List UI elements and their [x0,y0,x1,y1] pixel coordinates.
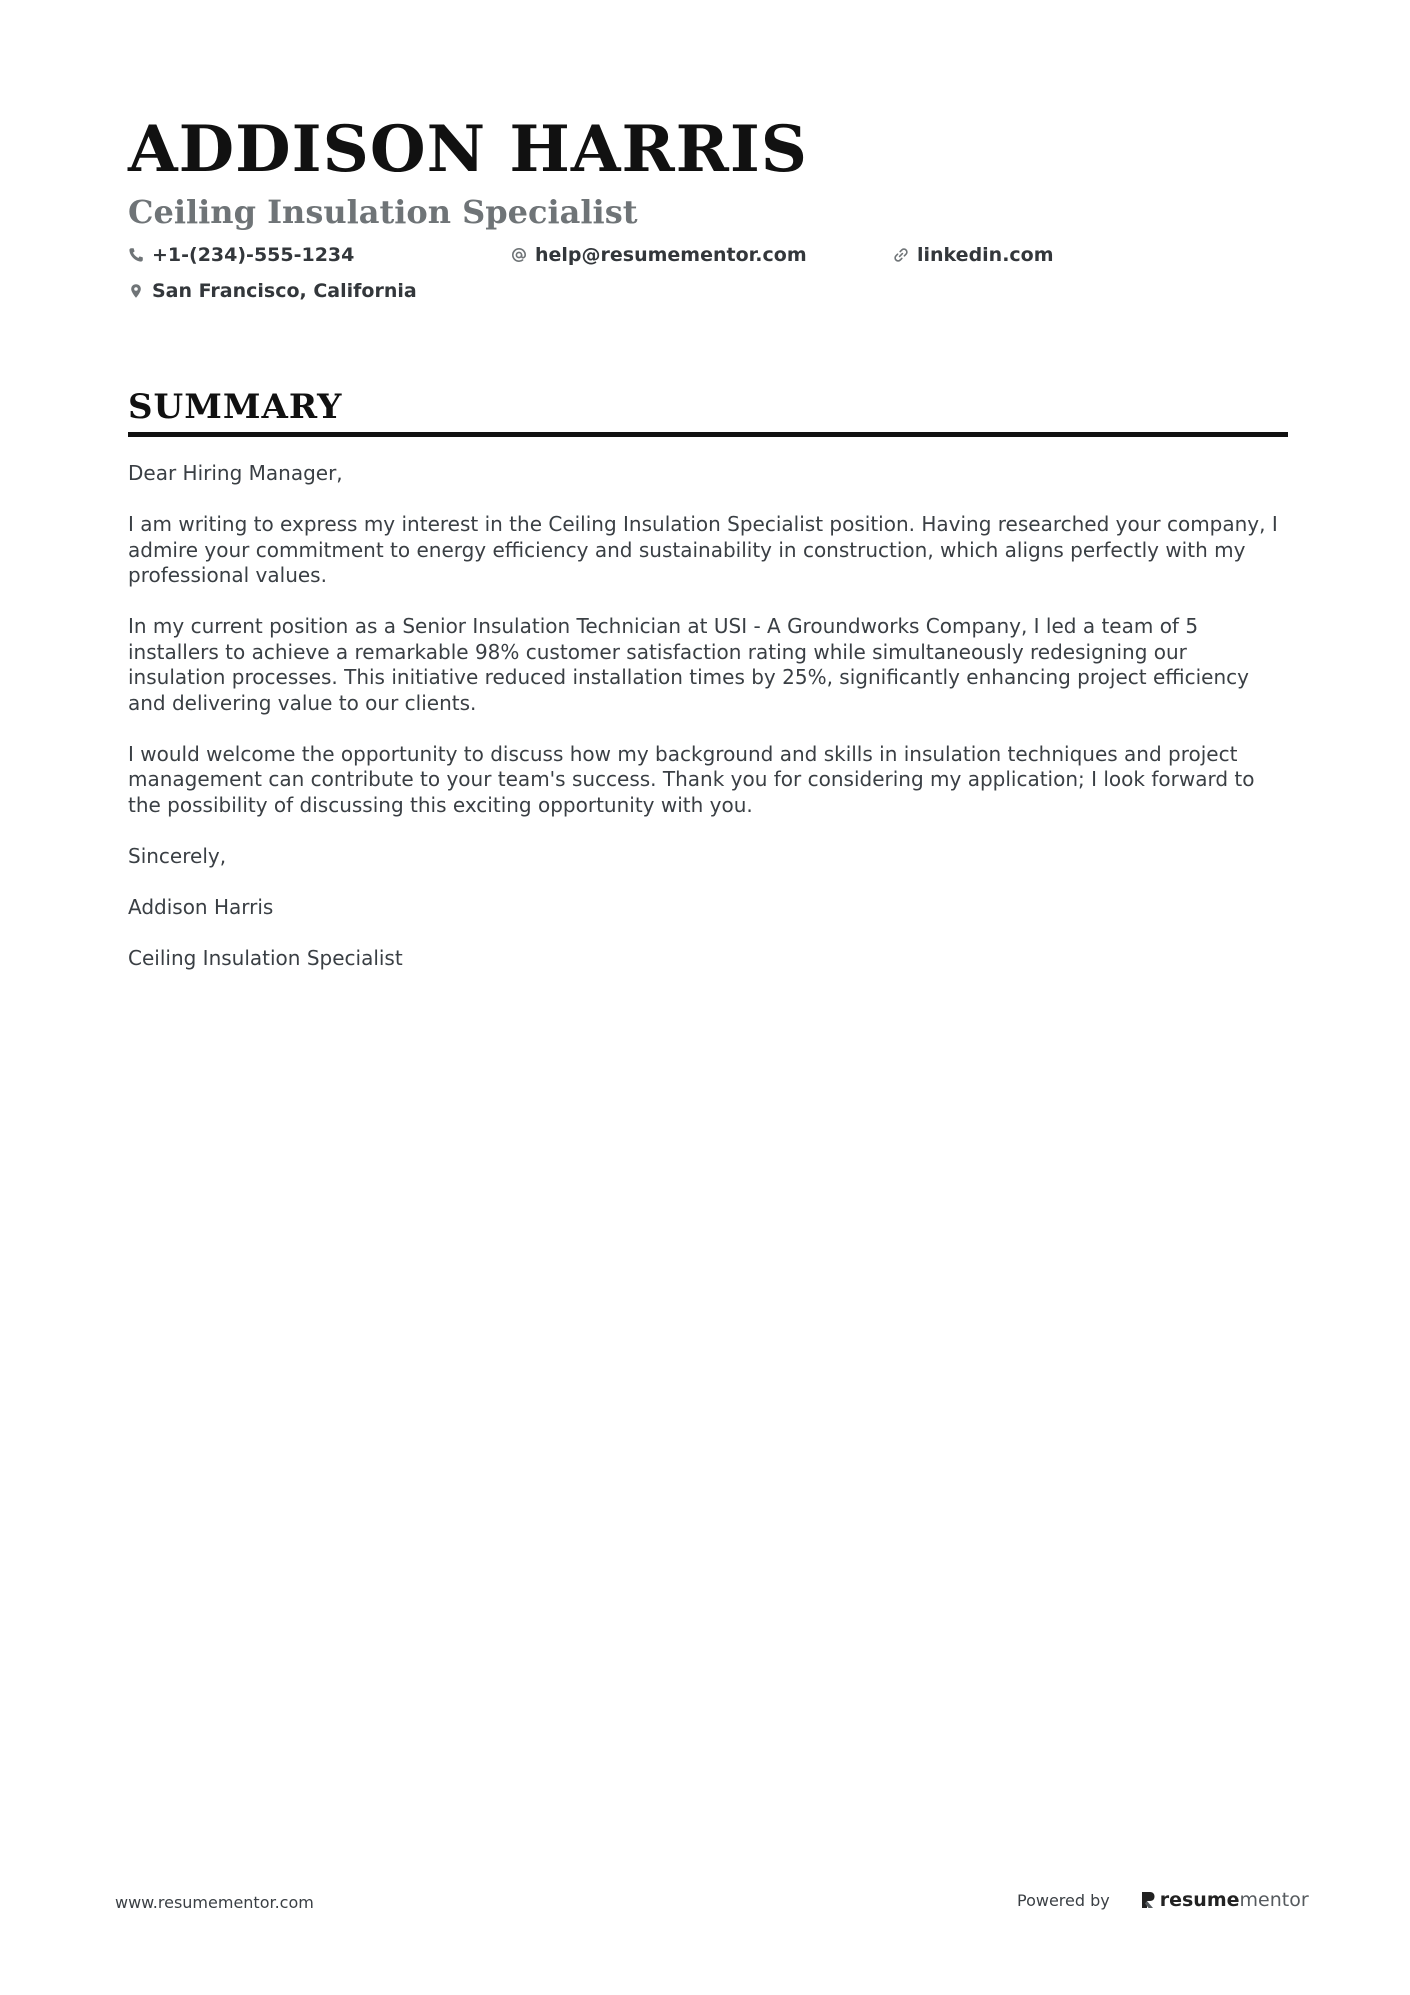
contact-email[interactable] [511,244,807,266]
email-text: help@resumementor.com [535,244,807,266]
job-title: Ceiling Insulation Specialist [128,193,638,231]
brand-word-mentor: mentor [1239,1889,1309,1911]
contact-phone[interactable] [128,244,354,266]
brand-word-resume: resume [1159,1889,1240,1911]
header [128,112,1288,324]
summary-heading: SUMMARY [128,387,343,427]
letter-paragraph: In my current position as a Senior Insulation Technician at USI - A Groundworks Company, I led a team of 5 installers to achieve a remarkable 98% customer satisfaction rating while simultaneously redesigning our insulation processes. This initiative reduced installation times by 25%, significantly enhancing project efficiency and delivering value to our clients. [128,614,1249,715]
brand-logo[interactable] [1140,1889,1309,1911]
at-icon [511,247,527,263]
letter-closing: Sincerely, [128,843,227,868]
letter-greeting: Dear Hiring Manager, [128,461,343,485]
footer-website[interactable]: www.resumementor.com [115,1893,314,1912]
phone-text: +1-(234)-555-1234 [152,244,355,266]
phone-icon [128,247,144,263]
applicant-name: ADDISON HARRIS [128,112,808,187]
contact-linkedin[interactable] [893,244,1054,266]
map-pin-icon [128,283,144,299]
powered-by-label: Powered by [1017,1890,1110,1910]
section-divider [128,432,1288,437]
signature-name: Addison Harris [128,894,274,919]
footer-branding [1017,1889,1309,1911]
letter-paragraph: I would welcome the opportunity to discuss how my background and skills in insulation techniques and project management can contribute to your team's success. Thank you for considering my application; I look forward to the possibility of discussing this exciting opportunity with you. [128,741,1255,817]
contact-location [128,280,417,302]
contact-info [128,244,1288,324]
linkedin-text: linkedin.com [917,244,1054,266]
letter-paragraph: I am writing to express my interest in the Ceiling Insulation Specialist position. Having researched your company, I admire your commitment to energy efficiency and sustainability in construction, which aligns perfectly with my professional values. [128,512,1278,587]
resumementor-logo-icon [1140,1890,1156,1910]
signature-title: Ceiling Insulation Specialist [128,945,403,970]
location-text: San Francisco, California [152,280,417,302]
link-icon [893,247,909,263]
summary-section [128,386,1288,997]
cover-letter-body [128,461,1288,971]
